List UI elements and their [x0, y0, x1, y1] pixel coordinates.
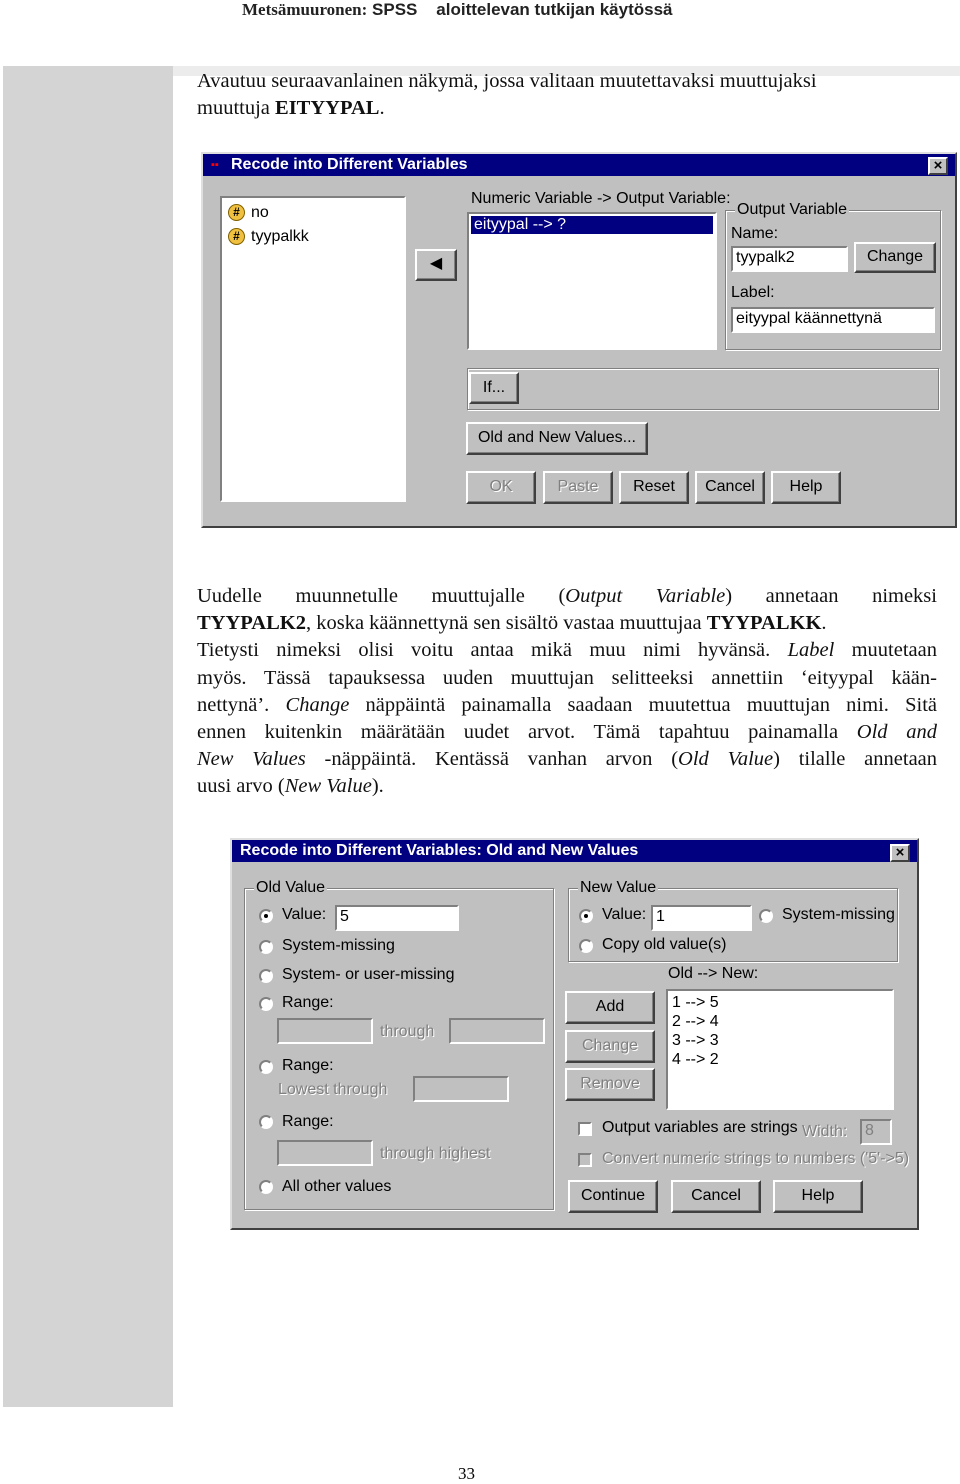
body-line-6: ennen kuitenkin määrätään uudet arvot. Tämä tapahtuu painamalla Old and: [197, 721, 937, 744]
old-new-item[interactable]: 4 --> 2: [672, 1051, 719, 1068]
variable-item[interactable]: # tyypalkk: [228, 228, 309, 246]
old-value-label: Value:: [282, 906, 327, 923]
dialog-title-bar: [203, 154, 955, 176]
remove-button[interactable]: Remove: [565, 1068, 655, 1101]
numeric-variable-icon: #: [228, 228, 245, 245]
old-value-group-label: Old Value: [256, 879, 326, 896]
all-other-label: All other values: [282, 1178, 392, 1195]
help-button[interactable]: Help: [773, 1180, 863, 1213]
dialog-title: Recode into Different Variables: [231, 156, 468, 173]
body-line-1: Uudelle muunnetulle muuttujalle (Output Variable) annetaan nimeksi: [197, 585, 937, 607]
new-system-missing-radio[interactable]: [759, 909, 773, 923]
lowest-through-field[interactable]: [413, 1076, 509, 1102]
intro-paragraph: [197, 68, 937, 122]
range-lowest-radio[interactable]: [259, 1060, 273, 1074]
numeric-to-output-label: Numeric Variable -> Output Variable:: [471, 190, 731, 207]
ok-button[interactable]: OK: [466, 471, 536, 504]
close-button[interactable]: ×: [928, 157, 948, 175]
arrow-left-icon: ◀: [429, 255, 443, 272]
header-author: Metsämuuronen:: [242, 0, 368, 19]
convert-numeric-label: Convert numeric strings to numbers ('5'->5): [602, 1150, 910, 1167]
through-highest-field[interactable]: [277, 1140, 373, 1166]
output-strings-checkbox[interactable]: [578, 1122, 592, 1136]
name-field[interactable]: tyypalk2: [731, 246, 848, 272]
width-label: Width:: [802, 1123, 848, 1140]
sys-user-missing-label: System- or user-missing: [282, 966, 455, 983]
cancel-button[interactable]: Cancel: [695, 471, 765, 504]
new-value-field[interactable]: 1: [651, 905, 752, 931]
change-button[interactable]: Change: [565, 1030, 655, 1063]
body-line-7: New Values -näppäintä. Kentässä vanhan arvon (Old Value) tilalle annetaan: [197, 748, 938, 771]
page-number: 33: [458, 1464, 475, 1483]
recode-dialog: [201, 152, 957, 528]
old-new-item[interactable]: 3 --> 3: [672, 1032, 719, 1049]
numeric-output-list[interactable]: [467, 212, 717, 350]
source-variable-list[interactable]: [220, 196, 406, 502]
spss-app-icon: ▪▪: [211, 158, 219, 171]
intro-line-1: Avautuu seuraavanlainen näkymä, jossa valitaan muutettavaksi muuttujaksi: [197, 70, 817, 92]
page-header: [242, 0, 672, 20]
old-value-radio[interactable]: [259, 909, 273, 923]
range-highest-radio[interactable]: [259, 1115, 273, 1129]
system-missing-radio[interactable]: [259, 940, 273, 954]
all-other-radio[interactable]: [259, 1180, 273, 1194]
output-strings-label: Output variables are strings: [602, 1119, 798, 1136]
numeric-output-item[interactable]: eityypal --> ?: [471, 216, 713, 234]
old-new-values-button[interactable]: Old and New Values...: [466, 422, 648, 455]
old-new-values-dialog: [230, 838, 919, 1230]
old-new-item[interactable]: 2 --> 4: [672, 1013, 719, 1030]
left-margin-bar: [3, 66, 173, 1407]
body-line-2: TYYPALK2, koska käännettynä sen sisältö vastaa muuttujaa TYYPALKK.: [197, 612, 827, 635]
help-button[interactable]: Help: [771, 471, 841, 504]
copy-old-radio[interactable]: [579, 939, 593, 953]
convert-numeric-checkbox[interactable]: [578, 1153, 592, 1167]
body-paragraph: [197, 583, 937, 801]
header-title: SPSS aloittelevan tutkijan käytössä: [372, 0, 673, 19]
range-to-field[interactable]: [449, 1018, 545, 1044]
old-new-item[interactable]: 1 --> 5: [672, 994, 719, 1011]
new-value-radio[interactable]: [579, 909, 593, 923]
continue-button[interactable]: Continue: [568, 1180, 658, 1213]
new-value-label: Value:: [602, 906, 647, 923]
copy-old-label: Copy old value(s): [602, 936, 727, 953]
body-line-4: myös. Tässä tapauksessa uuden muuttujan selitteeksi annettiin ‘eityypal kään-: [197, 666, 937, 689]
name-label: Name:: [731, 225, 779, 242]
width-field[interactable]: 8: [860, 1119, 892, 1145]
through-highest-label: through highest: [380, 1145, 491, 1162]
old-value-field[interactable]: 5: [335, 905, 459, 931]
range-highest-label: Range:: [282, 1113, 334, 1130]
numeric-variable-icon: #: [228, 204, 245, 221]
through-label: through: [380, 1023, 435, 1040]
dialog-title-bar: [232, 840, 917, 862]
body-line-5: nettynä’. Change näppäintä painamalla saadaan muutettua muuttujan nimi. Sitä: [197, 693, 938, 716]
intro-line-2: muuttuja EITYYPAL.: [197, 97, 385, 120]
paste-button[interactable]: Paste: [543, 471, 613, 504]
add-button[interactable]: Add: [565, 991, 655, 1024]
range-from-field[interactable]: [277, 1018, 373, 1044]
label-field[interactable]: eityypal käännettynä: [731, 307, 935, 333]
range-label: Range:: [282, 994, 334, 1011]
label-label: Label:: [731, 284, 775, 301]
range-lowest-label: Range:: [282, 1057, 334, 1074]
range-radio[interactable]: [259, 997, 273, 1011]
old-new-list-label: Old --> New:: [668, 965, 759, 982]
move-variable-button[interactable]: [415, 249, 457, 281]
reset-button[interactable]: Reset: [619, 471, 689, 504]
close-button[interactable]: ×: [890, 844, 910, 862]
body-line-8: uusi arvo (New Value).: [197, 775, 384, 798]
dialog-title: Recode into Different Variables: Old and New Values: [240, 842, 639, 859]
lowest-through-label: Lowest through: [278, 1081, 388, 1098]
system-missing-label: System-missing: [282, 937, 395, 954]
if-group: [467, 368, 939, 410]
variable-item[interactable]: # no: [228, 204, 269, 222]
body-line-3: Tietysti nimeksi olisi voitu antaa mikä muu nimi hyvänsä. Label muutetaan: [197, 639, 937, 662]
output-variable-group-label: Output Variable: [737, 201, 847, 218]
if-button[interactable]: If...: [469, 372, 519, 404]
cancel-button[interactable]: Cancel: [671, 1180, 761, 1213]
new-value-group-label: New Value: [580, 879, 657, 896]
old-new-list[interactable]: [666, 989, 894, 1110]
sys-user-missing-radio[interactable]: [259, 969, 273, 983]
new-system-missing-label: System-missing: [782, 906, 895, 923]
change-button[interactable]: Change: [854, 242, 936, 273]
